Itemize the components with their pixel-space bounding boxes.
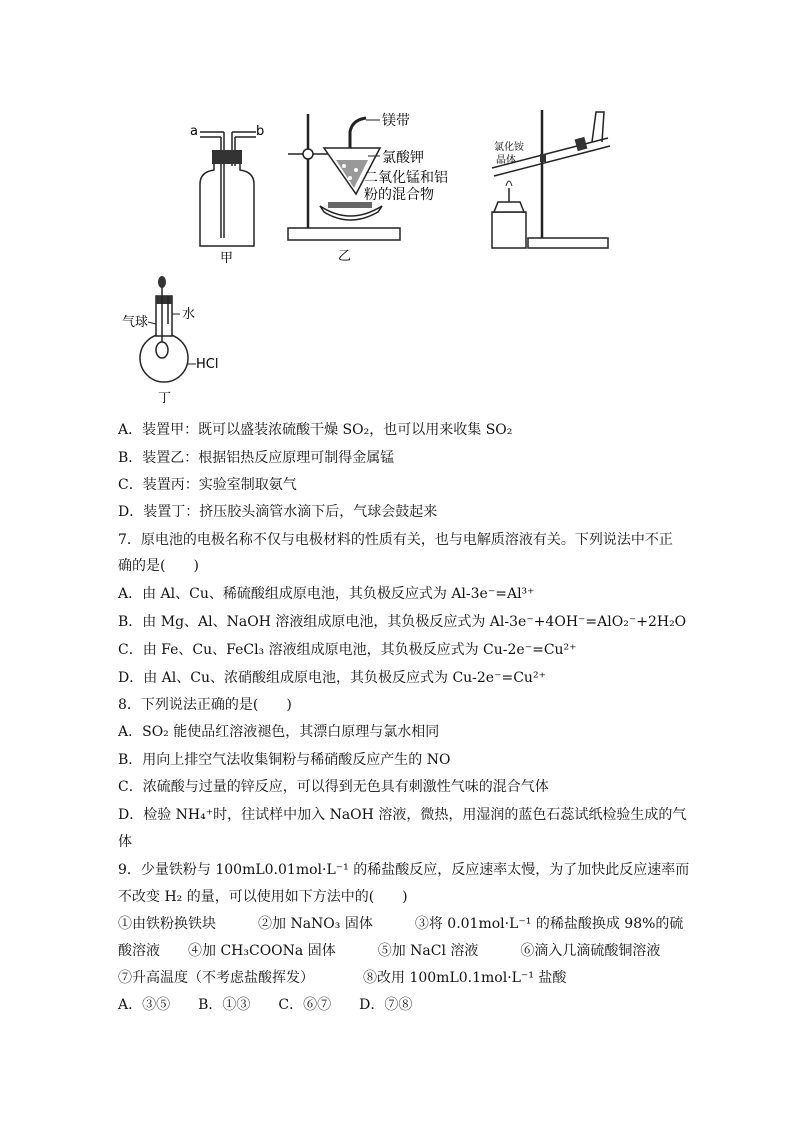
- q8-option-d-line2: 体: [118, 834, 132, 850]
- caption-jia: 甲: [220, 251, 234, 266]
- q8-stem: 8．下列说法正确的是( ): [118, 697, 292, 713]
- q9-answer-options: A．③⑤ B．①③ C．⑥⑦ D．⑦⑧: [118, 997, 413, 1013]
- caption-ding: 丁: [158, 391, 172, 406]
- q7-option-c: C．由 Fe、Cu、FeCl₃ 溶液组成原电池，其负极反应式为 Cu-2e⁻=Cu²⁺: [118, 642, 577, 658]
- apparatus-bing-figure: [484, 108, 624, 254]
- q6-option-b: B．装置乙：根据铝热反应原理可制得金属锰: [118, 450, 395, 466]
- q7-option-a: A．由 Al、Cu、稀硫酸组成原电池，其负极反应式为 Al-3e⁻=Al³⁺: [118, 586, 535, 602]
- q9-methods-line2: 酸溶液 ④加 CH₃COONa 固体 ⑤加 NaCl 溶液 ⑥滴入几滴硫酸铜溶液: [118, 943, 661, 959]
- q9-stem-line1: 9．少量铁粉与 100mL0.01mol·L⁻¹ 的稀盐酸反应，反应速率太慢，为了加快此反应速率而: [118, 862, 690, 878]
- label-mixture-line1: 二氧化锰和铝: [364, 170, 448, 186]
- q7-option-b: B．由 Mg、Al、NaOH 溶液组成原电池，其负极反应式为 Al-3e⁻+4OH⁻=AlO₂⁻+2H₂O: [118, 614, 687, 630]
- q6-option-c: C．装置丙：实验室制取氨气: [118, 477, 297, 493]
- apparatus-ding-figure: [118, 274, 238, 408]
- label-nh4cl-line2: 晶体: [496, 155, 516, 166]
- q8-option-a: A．SO₂ 能使品红溶液褪色，其漂白原理与氯水相同: [118, 724, 440, 740]
- label-kclo3: 氯酸钾: [382, 150, 424, 166]
- label-a: a: [190, 124, 198, 139]
- label-hcl: HCl: [196, 357, 219, 372]
- label-mixture-line2: 粉的混合物: [364, 187, 434, 203]
- label-balloon: 气球: [122, 315, 149, 330]
- q7-option-d: D．由 Al、Cu、浓硝酸组成原电池，其负极反应式为 Cu-2e⁻=Cu²⁺: [118, 670, 546, 686]
- q6-option-d: D．装置丁：挤压胶头滴管水滴下后，气球会鼓起来: [118, 504, 438, 520]
- label-mg-ribbon: 镁带: [382, 113, 410, 129]
- q9-stem-line2: 不改变 H₂ 的量，可以使用如下方法中的( ): [118, 889, 408, 905]
- q9-methods-line1: ①由铁粉换铁块 ②加 NaNO₃ 固体 ③将 0.01mol·L⁻¹ 的稀盐酸换成 98%的硫: [118, 916, 684, 932]
- caption-yi: 乙: [338, 249, 352, 264]
- label-water: 水: [182, 307, 196, 322]
- apparatus-jia-figure: [188, 118, 268, 266]
- label-nh4cl-line1: 氯化铵: [494, 142, 524, 153]
- q8-option-b: B．用向上排空气法收集铜粉与稀硝酸反应产生的 NO: [118, 752, 451, 768]
- q7-stem-line1: 7．原电池的电极名称不仅与电极材料的性质有关，也与电解质溶液有关。下列说法中不正: [118, 532, 673, 548]
- q8-option-c: C．浓硫酸与过量的锌反应，可以得到无色具有刺激性气味的混合气体: [118, 779, 549, 795]
- q9-methods-line3: ⑦升高温度（不考虑盐酸挥发） ⑧改用 100mL0.1mol·L⁻¹ 盐酸: [118, 970, 567, 986]
- apparatus-yi-figure: [284, 108, 474, 268]
- q7-stem-line2: 确的是( ): [118, 558, 199, 574]
- q8-option-d-line1: D．检验 NH₄⁺时，往试样中加入 NaOH 溶液，微热，用湿润的蓝色石蕊试纸检验生成的气: [118, 807, 687, 823]
- q6-option-a: A．装置甲：既可以盛装浓硫酸干燥 SO₂，也可以用来收集 SO₂: [118, 422, 513, 438]
- label-b: b: [256, 124, 265, 139]
